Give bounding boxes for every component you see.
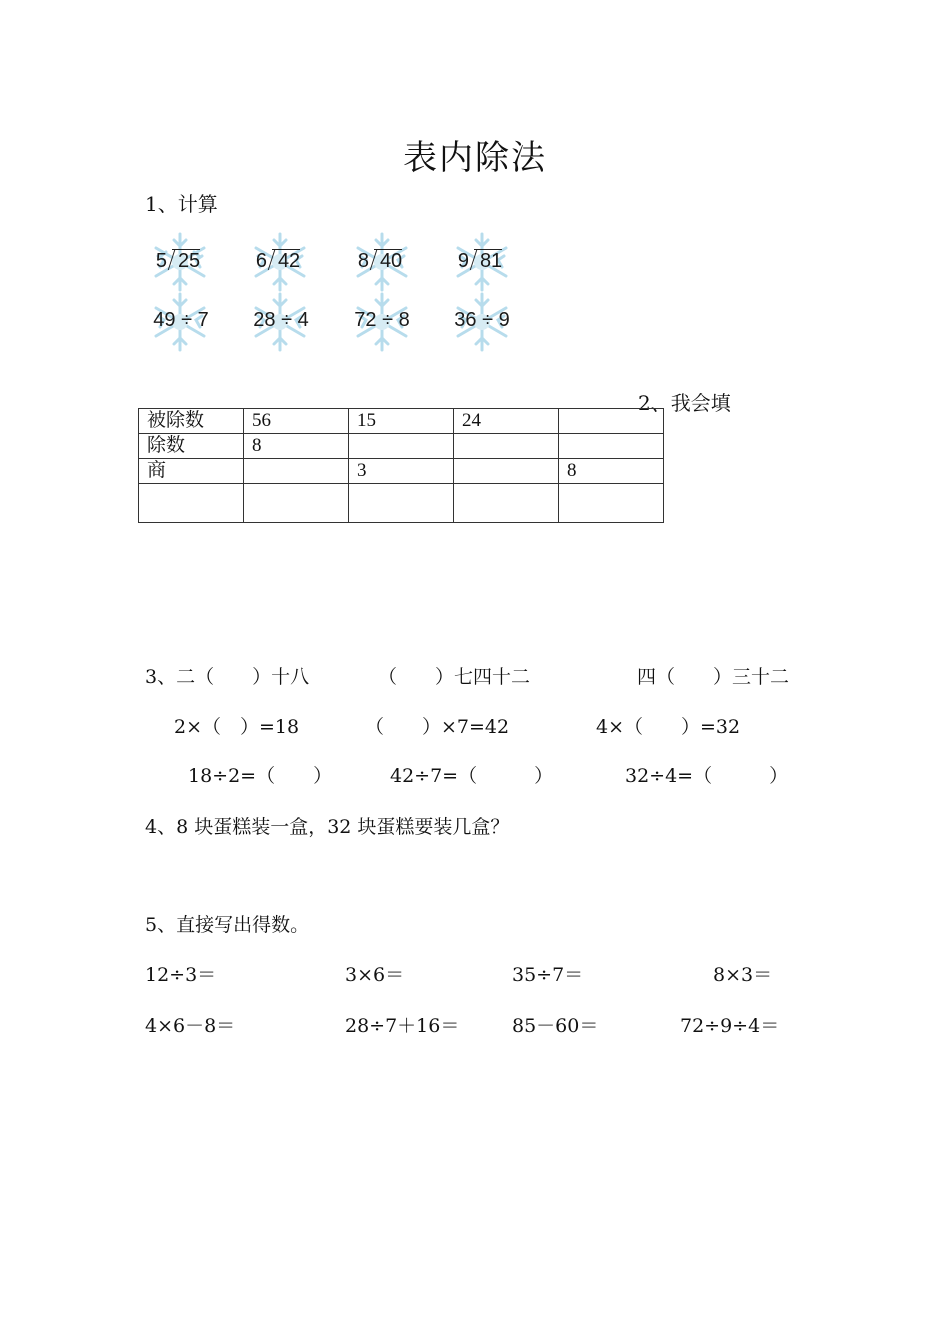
table-cell bbox=[244, 484, 349, 523]
table-cell: 除数 bbox=[139, 434, 244, 459]
table-cell bbox=[454, 459, 559, 484]
arithmetic-item: 85－60＝ bbox=[512, 1015, 599, 1037]
table-cell bbox=[349, 484, 454, 523]
multiplication-item: 2×（ ）=18 bbox=[174, 716, 300, 738]
table-cell: 商 bbox=[139, 459, 244, 484]
multiplication-item: 4×（ ）=32 bbox=[596, 716, 741, 738]
table-cell: 15 bbox=[349, 409, 454, 434]
arithmetic-item: 28÷7＋16＝ bbox=[345, 1015, 460, 1037]
page-title: 表内除法 bbox=[403, 138, 547, 178]
inline-division-problem: 36 ÷ 9 bbox=[454, 309, 510, 331]
table-cell: 8 bbox=[559, 459, 664, 484]
long-division-problem bbox=[435, 249, 525, 273]
divisor: 8 bbox=[357, 250, 369, 272]
dividend: 81 bbox=[474, 249, 502, 273]
arithmetic-item: 72÷9÷4＝ bbox=[680, 1015, 780, 1037]
table-cell bbox=[349, 434, 454, 459]
table-cell bbox=[244, 459, 349, 484]
arithmetic-item: 12÷3＝ bbox=[145, 964, 217, 986]
divisor: 9 bbox=[457, 250, 469, 272]
q1-heading: 1、计算 bbox=[145, 192, 218, 216]
q5-heading: 5、直接写出得数。 bbox=[145, 914, 310, 936]
arithmetic-item: 3×6＝ bbox=[345, 964, 405, 986]
table-cell: 8 bbox=[244, 434, 349, 459]
rhyme-item: （ ）七四十二 bbox=[378, 666, 531, 688]
division-item: 18÷2=（ ） bbox=[188, 765, 333, 787]
divisor: 5 bbox=[155, 250, 167, 272]
table-row bbox=[139, 434, 664, 459]
fill-in-table bbox=[138, 408, 664, 523]
division-item: 42÷7=（ ） bbox=[390, 765, 554, 787]
word-problem: 4、8 块蛋糕装一盒，32 块蛋糕要装几盒？ bbox=[145, 816, 510, 838]
table-cell bbox=[559, 434, 664, 459]
inline-division-problem: 28 ÷ 4 bbox=[253, 309, 309, 331]
inline-division-problem: 72 ÷ 8 bbox=[354, 309, 410, 331]
table-cell: 被除数 bbox=[139, 409, 244, 434]
table-cell bbox=[559, 409, 664, 434]
long-division-problem bbox=[233, 249, 323, 273]
rhyme-item: 四（ ）三十二 bbox=[637, 666, 790, 688]
arithmetic-item: 35÷7＝ bbox=[512, 964, 584, 986]
q2-heading: 2、我会填 bbox=[638, 391, 731, 415]
table-cell bbox=[139, 484, 244, 523]
dividend: 25 bbox=[172, 249, 200, 273]
long-division-problem bbox=[335, 249, 425, 273]
table-cell: 3 bbox=[349, 459, 454, 484]
table-cell bbox=[454, 484, 559, 523]
long-division-problem bbox=[133, 249, 223, 273]
arithmetic-item: 4×6－8＝ bbox=[145, 1015, 236, 1037]
dividend: 40 bbox=[374, 249, 402, 273]
inline-division-problem: 49 ÷ 7 bbox=[153, 309, 209, 331]
table-row bbox=[139, 459, 664, 484]
table-row bbox=[139, 484, 664, 523]
rhyme-item: 3、二（ ）十八 bbox=[145, 666, 310, 688]
divisor: 6 bbox=[255, 250, 267, 272]
division-item: 32÷4=（ ） bbox=[625, 765, 789, 787]
table-cell: 56 bbox=[244, 409, 349, 434]
table-row bbox=[139, 409, 664, 434]
multiplication-item: （ ）×7=42 bbox=[365, 716, 510, 738]
arithmetic-item: 8×3＝ bbox=[713, 964, 773, 986]
table-cell bbox=[559, 484, 664, 523]
table-cell: 24 bbox=[454, 409, 559, 434]
table-cell bbox=[454, 434, 559, 459]
dividend: 42 bbox=[272, 249, 300, 273]
